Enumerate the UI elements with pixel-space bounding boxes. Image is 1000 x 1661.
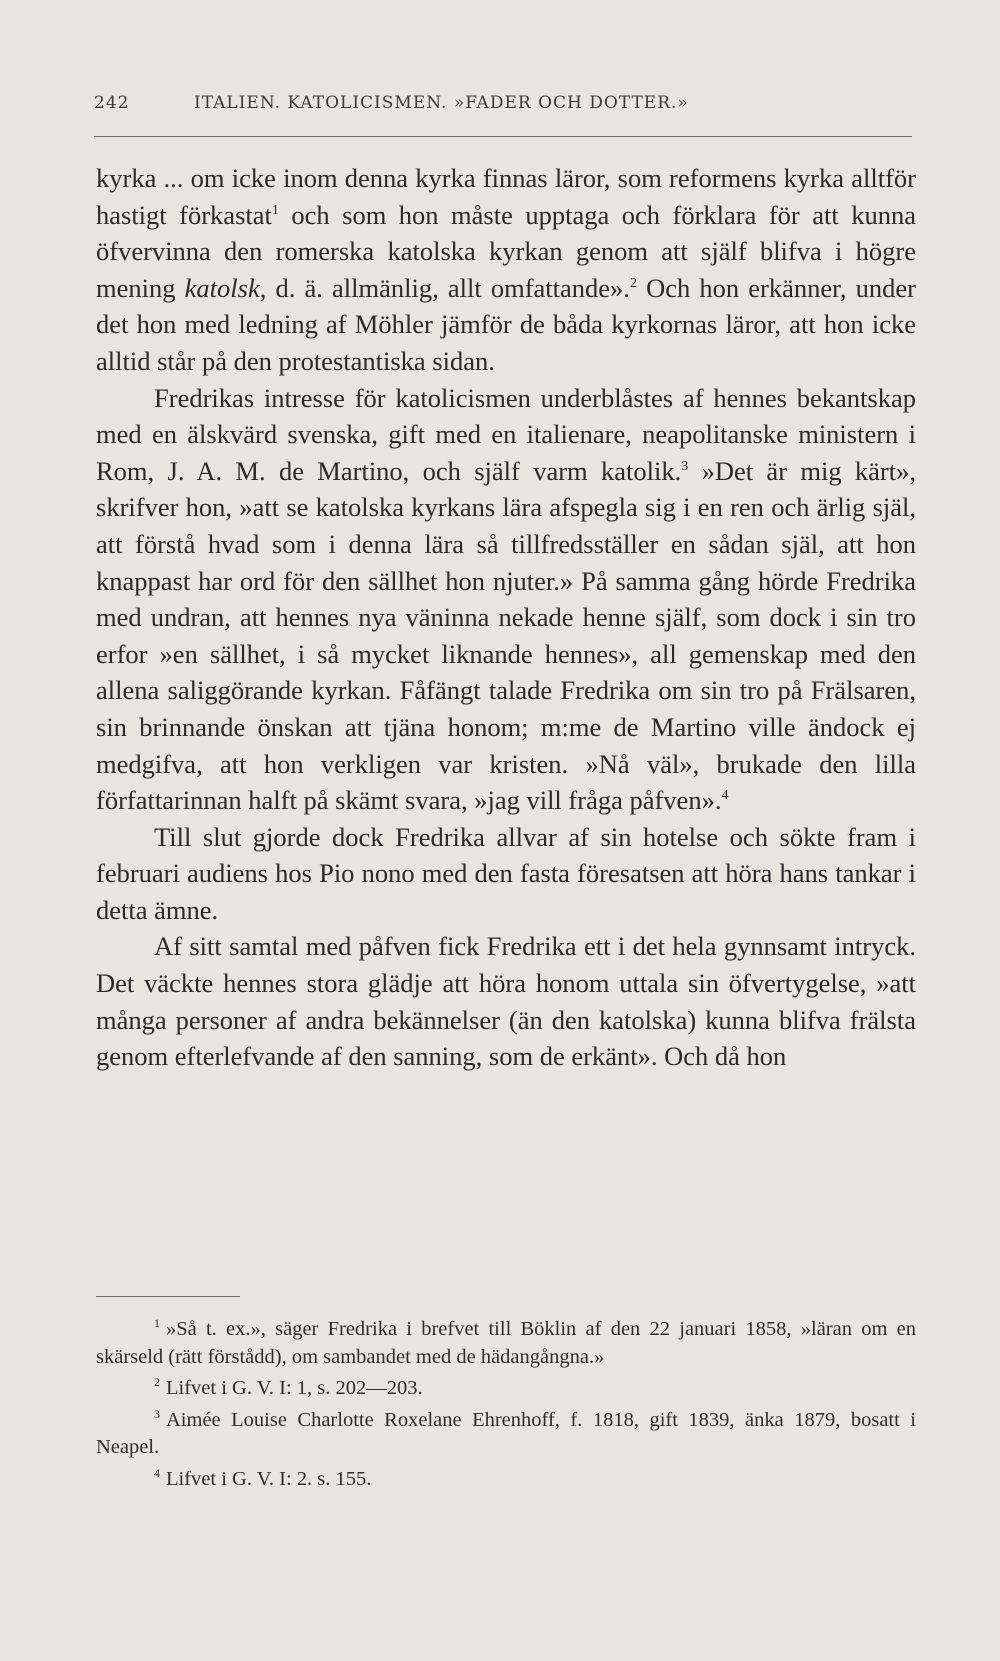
- text-run: kyrka ... om icke inom denna kyrka finnas läror, som reformens kyrka alltför hastigt förkastat: [96, 163, 916, 230]
- text-run: Af sitt samtal med påfven fick Fredrika ett i det hela gynnsamt intryck. Det väckte hennes stora glädje att höra honom uttala sin öfvertygelse, »att många personer af andra bekännelser (än den katolska) kunna blifva frälsta genom efterlefvande af den sanning, som de erkänt». Och då hon: [96, 931, 916, 1072]
- body-text: [96, 160, 916, 1075]
- footnote-mark: 4: [154, 1465, 160, 1480]
- footnote-reference: 2: [629, 275, 637, 291]
- footnote-reference: 4: [721, 788, 729, 804]
- page-number: 242: [94, 93, 130, 113]
- text-run: »Det är mig kärt», skrifver hon, »att se katolska kyrkans lära afspegla sig i en ren och ärlig själ, att förstå hvad som i denna lära så tillfredsställer en sådan själ, att hon knappast har ord för den sällhet hon njuter.» På samma gång hörde Fredrika med undran, att hennes nya väninna nekade henne själf, som dock i sin tro erfor »en sällhet, i så mycket liknande hennes», all gemenskap med den allena saliggörande kyrkan. Fåfängt talade Fredrika om sin tro på Frälsaren, sin brinnande önskan att tjäna honom; m:me de Martino ville ändock ej medgifva, att hon verkligen var kristen. »Nå väl», brukade den lilla författarinnan halft på skämt svara, »jag vill fråga påfven».: [96, 455, 916, 816]
- paragraph: [96, 160, 916, 380]
- running-title: ITALIEN. KATOLICISMEN. »FADER OCH DOTTER.»: [194, 93, 689, 113]
- header-rule: [94, 136, 912, 137]
- footnote-mark: 1: [154, 1316, 160, 1331]
- footnote-text: Lifvet i G. V. I: 1, s. 202—203.: [166, 1377, 423, 1399]
- footnote-mark: 2: [154, 1375, 160, 1390]
- footnote-reference: 1: [271, 202, 279, 218]
- footnote-text: Lifvet i G. V. I: 2. s. 155.: [166, 1467, 372, 1490]
- footnote: [96, 1466, 916, 1494]
- paragraph: [96, 380, 916, 819]
- text-run: Till slut gjorde dock Fredrika allvar af sin hotelse och sökte fram i februari audiens hos Pio nono med den fasta föresatsen att höra hans tankar i detta ämne.: [96, 821, 916, 925]
- footnote: [96, 1316, 916, 1371]
- footnotes: [96, 1316, 916, 1497]
- footnote-rule: [96, 1296, 240, 1297]
- footnote-text: Aimée Louise Charlotte Roxelane Ehrenhoff, f. 1818, gift 1839, änka 1879, bosatt i Neapel.: [96, 1408, 916, 1458]
- footnote: [96, 1375, 916, 1403]
- text-run: , d. ä. allmänlig, allt omfattande».: [259, 272, 630, 303]
- footnote-mark: 3: [154, 1406, 160, 1421]
- footnote: [96, 1407, 916, 1462]
- text-run: Och hon erkänner, under det hon med ledning af Möhler jämför de båda kyrkornas läror, att hon icke alltid står på den protestantiska sidan.: [96, 272, 916, 376]
- emphasized-text: katolsk: [184, 272, 260, 303]
- text-run: och som hon måste upptaga och förklara för att kunna öfvervinna den romerska katolska kyrkan genom att själf blifva i högre mening: [96, 199, 916, 303]
- text-run: Fredrikas intresse för katolicismen underblåstes af hennes bekantskap med en älskvärd svenska, gift med en italienare, neapolitanske ministern i Rom, J. A. M. de Martino, och själf varm katolik.: [96, 382, 916, 486]
- paragraph: [96, 928, 916, 1074]
- paragraph: [96, 819, 916, 929]
- footnote-text: »Så t. ex.», säger Fredrika i brefvet till Böklin af den 22 januari 1858, »läran om en skärseld (rätt förstådd), om sambandet med de hädangångna.»: [96, 1318, 916, 1368]
- footnote-reference: 3: [681, 458, 689, 474]
